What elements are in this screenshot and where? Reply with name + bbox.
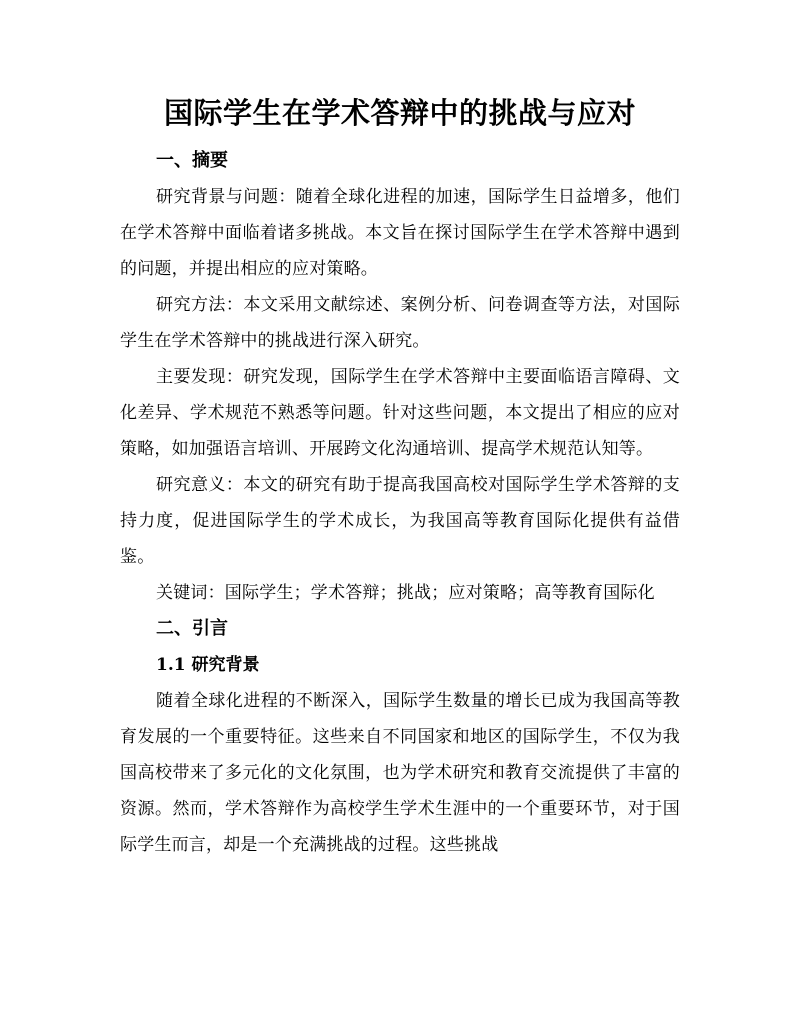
document-title: 国际学生在学术答辩中的挑战与应对 bbox=[163, 96, 636, 130]
section-heading-introduction: 二、引言 bbox=[156, 618, 228, 639]
abstract-significance-paragraph: 研究意义：本文的研究有助于提高我国高校对国际学生学术答辩的支持力度，促进国际学生的学术成长，为我国高等教育国际化提供有益借鉴。 bbox=[120, 475, 680, 567]
section-heading-abstract: 一、摘要 bbox=[156, 150, 228, 171]
abstract-methods-paragraph: 研究方法：本文采用文献综述、案例分析、问卷调查等方法，对国际学生在学术答辩中的挑战进行深入研究。 bbox=[120, 295, 680, 351]
introduction-paragraph: 随着全球化进程的不断深入，国际学生数量的增长已成为我国高等教育发展的一个重要特征。这些来自不同国家和地区的国际学生，不仅为我国高校带来了多元化的文化氛围，也为学术研究和教育交流提供了丰富的资源。然而，学术答辩作为高校学生学术生涯中的一个重要环节，对于国际学生而言，却是一个充满挑战的过程。这些挑战 bbox=[120, 691, 680, 855]
subheading-research-background: 1.1 研究背景 bbox=[156, 655, 260, 675]
abstract-findings-paragraph: 主要发现：研究发现，国际学生在学术答辩中主要面临语言障碍、文化差异、学术规范不熟悉等问题。针对这些问题，本文提出了相应的应对策略，如加强语言培训、开展跨文化沟通培训、提高学术规范认知等。 bbox=[120, 367, 680, 459]
abstract-background-paragraph: 研究背景与问题：随着全球化进程的加速，国际学生日益增多，他们在学术答辩中面临着诸多挑战。本文旨在探讨国际学生在学术答辩中遇到的问题，并提出相应的应对策略。 bbox=[120, 187, 680, 279]
keywords-paragraph: 关键词：国际学生；学术答辩；挑战；应对策略；高等教育国际化 bbox=[156, 583, 655, 603]
